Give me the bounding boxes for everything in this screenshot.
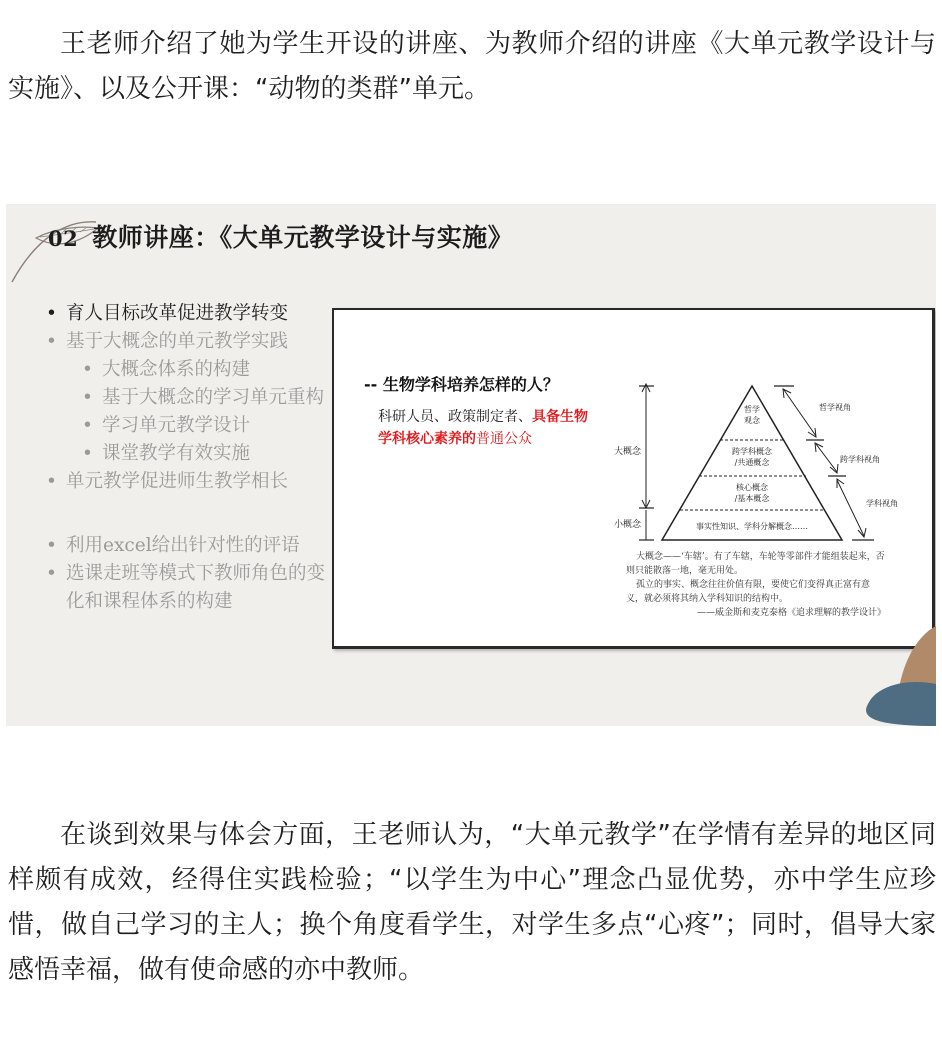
slide-title-text: 教师讲座：《大单元教学设计与实施》 xyxy=(92,223,514,252)
small-concept-label: 小概念 xyxy=(614,520,642,530)
pyramid-diagram xyxy=(584,370,914,550)
pyramid-level-3: 核心概念/基本概念 xyxy=(734,483,770,503)
caption-line-1: 大概念——‘车辖’。有了车辖，车轮等零部件才能组装起来，否则只能散落一地，毫无用处。 xyxy=(626,552,885,576)
pyramid-level-1: 哲学观念 xyxy=(744,405,760,425)
pyramid-level-2: 跨学科概念/共通概念 xyxy=(732,447,772,467)
caption-source: ——威金斯和麦克泰格《追求理解的教学设计》 xyxy=(696,608,886,618)
bullet-subitem: • 基于大概念的学习单元重构 xyxy=(80,384,334,412)
reflection-paragraph: 在谈到效果与体会方面，王老师认为，“大单元教学”在学情有差异的地区同样颇有成效，经得住实践检验；“以学生为中心”理念凸显优势，亦中学生应珍惜，做自己学习的主人；换个角度看学生，对学生多点“心疼”；同时，倡导大家感悟幸福，做有使命感的亦中教师。 xyxy=(8,820,936,985)
bullet-item: • 选课走班等模式下教师角色的变化和课程体系的构建 xyxy=(44,560,334,616)
bullet-item: • 育人目标改革促进教学转变 xyxy=(44,300,334,328)
answer-plain: 科研人员、政策制定者、 xyxy=(378,409,532,425)
pyramid-level-4: 事实性知识、学科分解概念…… xyxy=(696,522,808,531)
bullet-item: • 利用excel给出针对性的评语 xyxy=(44,532,334,560)
answer-highlight-normal: 普通公众 xyxy=(476,431,532,447)
bullet-list xyxy=(44,300,334,616)
caption-line-2: 孤立的事实、概念往往价值有限，要使它们变得真正富有意义，就必须将其纳入学科知识的结构中。 xyxy=(626,580,871,604)
bullet-subitem: • 大概念体系的构建 xyxy=(80,356,334,384)
figure-question: -- 生物学科培养怎样的人？ xyxy=(364,375,559,394)
concept-pyramid-figure xyxy=(332,308,935,649)
big-concept-label: 大概念 xyxy=(614,447,642,457)
intro-paragraph: 王老师介绍了她为学生开设的讲座、为教师介绍的讲座《大单元教学设计与实施》、以及公开课：“动物的类群”单元。 xyxy=(8,29,936,104)
discipline-view-label: 学科视角 xyxy=(866,499,898,508)
bullet-item: • 单元教学促进师生教学相长 xyxy=(44,468,334,496)
figure-answer xyxy=(378,406,588,450)
bullet-item: • 基于大概念的单元教学实践 xyxy=(44,328,334,356)
philosophy-view-label: 哲学视角 xyxy=(819,403,851,412)
bullet-subitem: • 学习单元教学设计 xyxy=(80,412,334,440)
cross-discipline-view-label: 跨学科视角 xyxy=(840,455,880,464)
slide-number: 02 xyxy=(48,226,79,251)
slide-title xyxy=(48,218,513,254)
figure-caption xyxy=(626,550,886,620)
lecture-slide-image xyxy=(6,204,936,726)
corner-decoration-icon xyxy=(846,626,936,726)
bullet-subitem: • 课堂教学有效实施 xyxy=(80,440,334,468)
answer-highlight: 具备生物学科核心素养的 xyxy=(378,409,588,447)
